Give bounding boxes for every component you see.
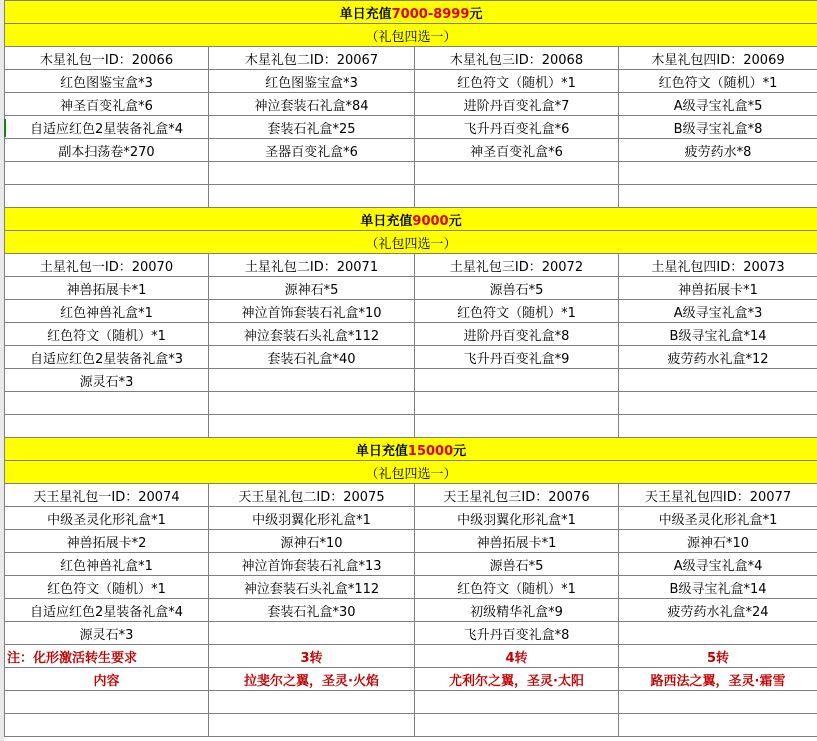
grid-cell[interactable]: B级寻宝礼盒*14 xyxy=(619,576,817,599)
table-row xyxy=(5,576,817,599)
grid-cell[interactable]: 套装石礼盒*40 xyxy=(209,346,415,369)
grid-cell[interactable]: 神圣百变礼盒*6 xyxy=(5,93,209,116)
grid-cell[interactable]: 红色神兽礼盒*1 xyxy=(5,553,209,576)
table-row xyxy=(5,47,817,70)
note-cell[interactable]: 内容 xyxy=(5,668,209,691)
grid-cell[interactable]: 套装石礼盒*25 xyxy=(209,116,415,139)
table-row xyxy=(5,116,817,139)
grid-cell[interactable]: A级寻宝礼盒*3 xyxy=(619,300,817,323)
grid-cell[interactable]: 自适应红色2星装备礼盒*4 xyxy=(5,116,209,139)
grid-cell[interactable]: 疲劳药水礼盒*24 xyxy=(619,599,817,622)
table-row xyxy=(5,300,817,323)
table-row xyxy=(5,254,817,277)
table-row xyxy=(5,369,817,392)
table-row xyxy=(5,691,817,714)
grid-cell[interactable] xyxy=(415,392,619,415)
section-title-amount: 7000-8999 xyxy=(391,6,470,22)
table-row xyxy=(5,530,817,553)
grid-cell[interactable]: 源神石*10 xyxy=(209,530,415,553)
grid-cell[interactable]: 副本扫荡卷*270 xyxy=(5,139,209,162)
grid-cell[interactable]: 进阶丹百变礼盒*7 xyxy=(415,93,619,116)
grid-cell[interactable] xyxy=(209,691,415,714)
grid-cell[interactable] xyxy=(5,162,209,185)
grid-cell[interactable]: 天王星礼包三ID：20076 xyxy=(415,484,619,507)
grid-cell[interactable]: 飞升丹百变礼盒*8 xyxy=(415,622,619,645)
grid-cell[interactable] xyxy=(619,415,817,438)
section-title-prefix: 单日充值 xyxy=(355,443,408,459)
grid-cell[interactable]: 神兽拓展卡*1 xyxy=(619,277,817,300)
grid-cell[interactable]: 中级羽翼化形礼盒*1 xyxy=(415,507,619,530)
note-content-row xyxy=(5,668,817,691)
section-title-row xyxy=(5,1,817,24)
section-subtitle-row xyxy=(5,461,817,484)
grid-cell[interactable] xyxy=(415,369,619,392)
section-title-row xyxy=(5,438,817,461)
grid-cell[interactable]: 圣器百变礼盒*6 xyxy=(209,139,415,162)
grid-cell[interactable]: 天王星礼包四ID：20077 xyxy=(619,484,817,507)
grid-cell[interactable] xyxy=(415,714,619,737)
section-subtitle[interactable]: （礼包四选一） xyxy=(5,461,817,484)
note-header-row xyxy=(5,645,817,668)
grid-cell[interactable]: 红色符文（随机）*1 xyxy=(619,70,817,93)
grid-cell[interactable]: 中级羽翼化形礼盒*1 xyxy=(209,507,415,530)
section-title[interactable] xyxy=(5,208,817,231)
grid-cell[interactable] xyxy=(5,415,209,438)
table-row xyxy=(5,323,817,346)
grid-cell[interactable]: 神泣首饰套装石礼盒*13 xyxy=(209,553,415,576)
grid-cell[interactable]: 疲劳药水*8 xyxy=(619,139,817,162)
grid-cell[interactable]: 红色符文（随机）*1 xyxy=(415,300,619,323)
grid-cell[interactable] xyxy=(209,622,415,645)
grid-cell[interactable]: 进阶丹百变礼盒*8 xyxy=(415,323,619,346)
grid-cell[interactable] xyxy=(415,185,619,208)
grid-cell[interactable]: 神兽拓展卡*1 xyxy=(5,277,209,300)
grid-cell[interactable] xyxy=(415,415,619,438)
grid-cell[interactable]: 土星礼包二ID：20071 xyxy=(209,254,415,277)
table-row xyxy=(5,139,817,162)
section-subtitle[interactable]: （礼包四选一） xyxy=(5,231,817,254)
grid-cell[interactable]: 土星礼包三ID：20072 xyxy=(415,254,619,277)
grid-cell[interactable]: A级寻宝礼盒*4 xyxy=(619,553,817,576)
grid-cell[interactable]: 中级圣灵化形礼盒*1 xyxy=(5,507,209,530)
grid-cell[interactable]: B级寻宝礼盒*14 xyxy=(619,323,817,346)
table-row xyxy=(5,93,817,116)
note-cell[interactable]: 路西法之翼，圣灵·霜雪 xyxy=(619,668,817,691)
grid-cell[interactable]: 源兽石*5 xyxy=(415,277,619,300)
section-subtitle-row xyxy=(5,231,817,254)
section-title-prefix: 单日充值 xyxy=(339,6,392,22)
grid-cell[interactable]: 红色符文（随机）*1 xyxy=(5,576,209,599)
grid-cell[interactable] xyxy=(415,691,619,714)
section-subtitle[interactable]: （礼包四选一） xyxy=(5,24,817,47)
section-title[interactable] xyxy=(5,438,817,461)
table-row xyxy=(5,185,817,208)
grid-cell[interactable]: 红色符文（随机）*1 xyxy=(415,70,619,93)
section-title-prefix: 单日充值 xyxy=(360,213,413,229)
table-row xyxy=(5,714,817,737)
grid-cell[interactable] xyxy=(619,392,817,415)
grid-cell[interactable]: A级寻宝礼盒*5 xyxy=(619,93,817,116)
grid-cell[interactable] xyxy=(209,415,415,438)
grid-cell[interactable] xyxy=(619,162,817,185)
grid-cell[interactable] xyxy=(209,185,415,208)
note-cell[interactable]: 注：化形激活转生要求 xyxy=(5,645,209,668)
table-row xyxy=(5,484,817,507)
grid-cell[interactable] xyxy=(209,162,415,185)
grid-cell[interactable]: 红色图鉴宝盒*3 xyxy=(209,70,415,93)
grid-cell[interactable]: 神泣首饰套装石礼盒*10 xyxy=(209,300,415,323)
grid-cell[interactable]: 神兽拓展卡*1 xyxy=(415,530,619,553)
grid-cell[interactable] xyxy=(209,392,415,415)
grid-cell[interactable]: 神泣套装石礼盒*84 xyxy=(209,93,415,116)
grid-cell[interactable]: 飞升丹百变礼盒*6 xyxy=(415,116,619,139)
grid-cell[interactable]: 木星礼包二ID：20067 xyxy=(209,47,415,70)
grid-cell[interactable] xyxy=(619,369,817,392)
table-row xyxy=(5,277,817,300)
grid-cell[interactable]: 自适应红色2星装备礼盒*3 xyxy=(5,346,209,369)
grid-cell[interactable]: 土星礼包一ID：20070 xyxy=(5,254,209,277)
table-row xyxy=(5,415,817,438)
grid-cell[interactable] xyxy=(619,691,817,714)
reward-table-body xyxy=(5,1,817,737)
note-cell[interactable]: 4转 xyxy=(415,645,619,668)
grid-cell[interactable] xyxy=(415,162,619,185)
grid-cell[interactable]: 红色符文（随机）*1 xyxy=(5,323,209,346)
grid-cell[interactable]: 疲劳药水礼盒*12 xyxy=(619,346,817,369)
grid-cell[interactable]: 中级圣灵化形礼盒*1 xyxy=(619,507,817,530)
table-row xyxy=(5,599,817,622)
section-title-amount: 15000 xyxy=(407,443,454,459)
grid-cell[interactable]: 土星礼包四ID：20073 xyxy=(619,254,817,277)
grid-cell[interactable] xyxy=(209,714,415,737)
grid-cell[interactable]: 神泣套装石头礼盒*112 xyxy=(209,323,415,346)
grid-cell[interactable]: 天王星礼包一ID：20074 xyxy=(5,484,209,507)
grid-cell[interactable] xyxy=(5,691,209,714)
grid-cell[interactable]: 源灵石*3 xyxy=(5,622,209,645)
table-row xyxy=(5,553,817,576)
table-row xyxy=(5,162,817,185)
note-cell[interactable]: 拉斐尔之翼，圣灵·火焰 xyxy=(209,668,415,691)
grid-cell[interactable]: 神圣百变礼盒*6 xyxy=(415,139,619,162)
section-title-suffix: 元 xyxy=(453,443,467,459)
grid-cell[interactable] xyxy=(619,622,817,645)
grid-cell[interactable] xyxy=(5,392,209,415)
grid-cell[interactable]: 木星礼包三ID：20068 xyxy=(415,47,619,70)
grid-cell[interactable]: 红色神兽礼盒*1 xyxy=(5,300,209,323)
grid-cell[interactable]: 初级精华礼盒*9 xyxy=(415,599,619,622)
grid-cell[interactable]: 源灵石*3 xyxy=(5,369,209,392)
grid-cell[interactable]: 木星礼包四ID：20069 xyxy=(619,47,817,70)
grid-cell[interactable]: 红色符文（随机）*1 xyxy=(415,576,619,599)
section-title-suffix: 元 xyxy=(469,6,483,22)
grid-cell[interactable]: 源神石*5 xyxy=(209,277,415,300)
section-title-row xyxy=(5,208,817,231)
reward-table xyxy=(4,0,817,737)
row-selection-marker xyxy=(4,119,6,137)
table-row xyxy=(5,70,817,93)
grid-cell[interactable] xyxy=(5,185,209,208)
grid-cell[interactable]: 红色图鉴宝盒*3 xyxy=(5,70,209,93)
grid-cell[interactable] xyxy=(619,714,817,737)
grid-cell[interactable]: 源神石*10 xyxy=(619,530,817,553)
note-cell[interactable]: 5转 xyxy=(619,645,817,668)
grid-cell[interactable]: 神兽拓展卡*2 xyxy=(5,530,209,553)
section-title[interactable] xyxy=(5,1,817,24)
table-row xyxy=(5,622,817,645)
table-row xyxy=(5,346,817,369)
table-row xyxy=(5,507,817,530)
section-title-suffix: 元 xyxy=(448,213,462,229)
grid-cell[interactable]: 飞升丹百变礼盒*9 xyxy=(415,346,619,369)
section-subtitle-row xyxy=(5,24,817,47)
grid-cell[interactable] xyxy=(619,185,817,208)
section-title-amount: 9000 xyxy=(412,213,449,229)
note-cell[interactable]: 尤利尔之翼，圣灵·太阳 xyxy=(415,668,619,691)
grid-cell[interactable]: 源兽石*5 xyxy=(415,553,619,576)
table-row xyxy=(5,392,817,415)
grid-cell[interactable] xyxy=(209,369,415,392)
note-cell[interactable]: 3转 xyxy=(209,645,415,668)
row-header-strip xyxy=(0,0,4,741)
grid-cell[interactable]: 自适应红色2星装备礼盒*4 xyxy=(5,599,209,622)
grid-cell[interactable] xyxy=(5,714,209,737)
grid-cell[interactable]: 木星礼包一ID：20066 xyxy=(5,47,209,70)
grid-cell[interactable]: B级寻宝礼盒*8 xyxy=(619,116,817,139)
grid-cell[interactable]: 神泣套装石头礼盒*112 xyxy=(209,576,415,599)
grid-cell[interactable]: 套装石礼盒*30 xyxy=(209,599,415,622)
grid-cell[interactable]: 天王星礼包二ID：20075 xyxy=(209,484,415,507)
